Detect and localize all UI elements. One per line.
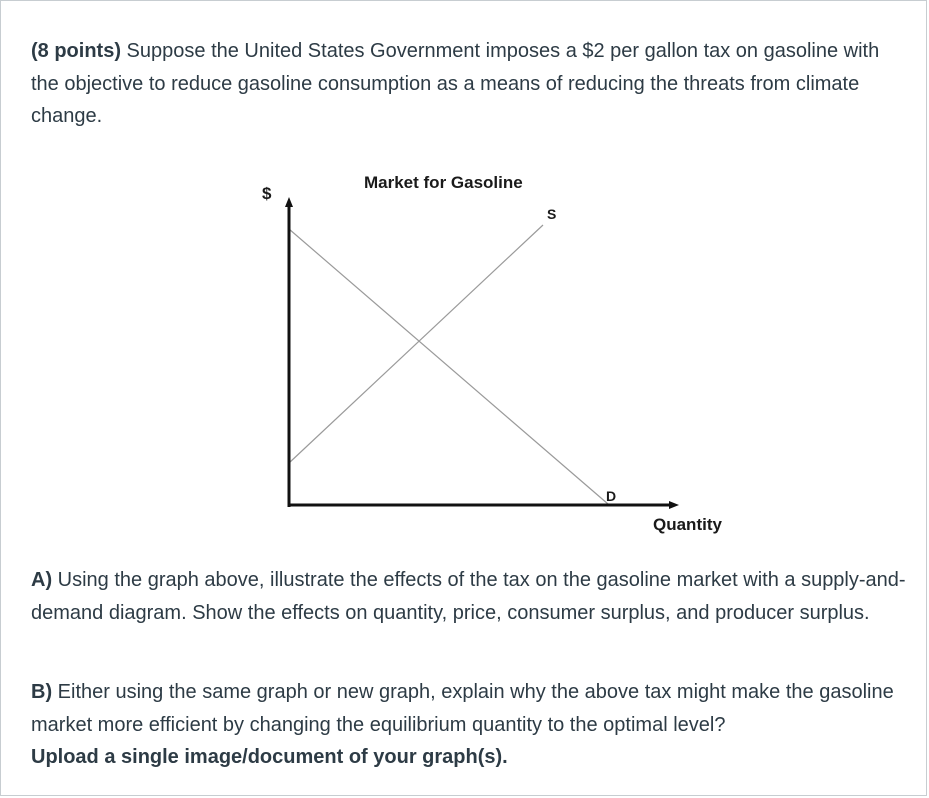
x-axis-arrow-icon	[669, 501, 679, 509]
demand-curve	[289, 229, 608, 504]
supply-curve	[289, 225, 543, 463]
graph-title: Market for Gasoline	[364, 173, 523, 192]
question-intro	[31, 35, 906, 133]
part-a-text: Using the graph above, illustrate the effects of the tax on the gasoline market with a supply-and-demand diagram. Show the effects on quantity, price, consumer surplus, and producer surplus.	[31, 569, 906, 624]
intro-text: Suppose the United States Government imposes a $2 per gallon tax on gasoline with the objective to reduce gasoline consumption as a means of reducing the threats from climate change.	[31, 40, 880, 127]
points-label: (8 points)	[31, 40, 121, 62]
part-b-label: B)	[31, 681, 53, 703]
market-graph-svg	[251, 161, 751, 541]
question-part-b	[31, 676, 906, 774]
y-axis-label: $	[262, 184, 272, 203]
y-axis-arrow-icon	[285, 197, 293, 207]
supply-label: S	[547, 206, 557, 222]
question-part-a	[31, 564, 906, 629]
part-b-upload-instruction: Upload a single image/document of your graph(s).	[31, 746, 508, 768]
x-axis-label: Quantity	[653, 515, 722, 534]
part-a-label: A)	[31, 569, 53, 591]
part-b-text: Either using the same graph or new graph, explain why the above tax might make the gasoline market more efficient by changing the equilibrium quantity to the optimal level?	[31, 681, 894, 736]
market-graph	[251, 161, 751, 541]
demand-label: D	[606, 488, 617, 504]
